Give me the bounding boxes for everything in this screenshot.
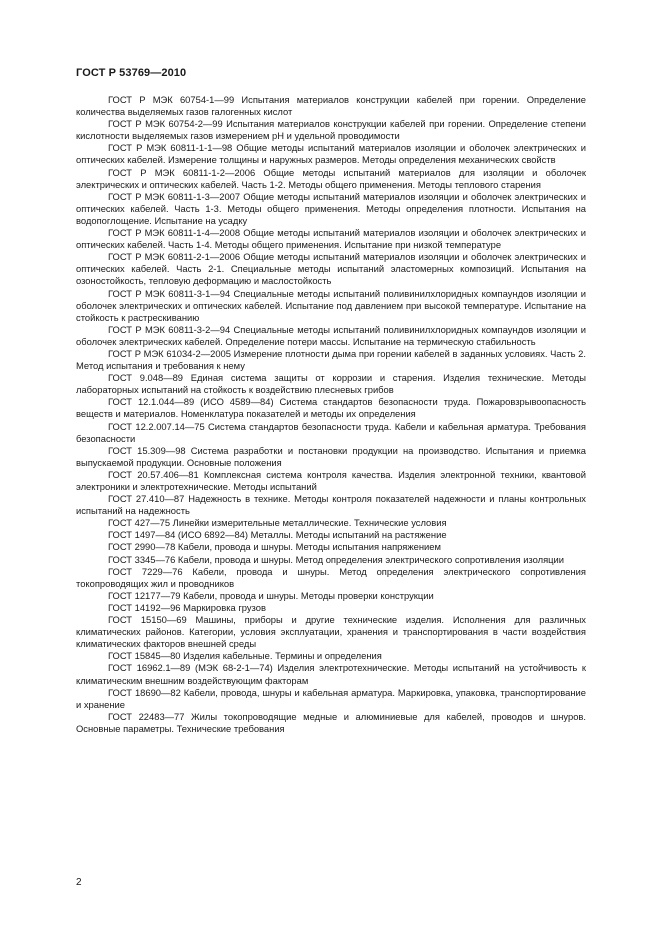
reference-item: ГОСТ Р МЭК 60811-2-1—2006 Общие методы испытаний материалов изоляции и оболочек электрических и оптических кабелей. Часть 2-1. Специальные методы испытаний эластомерных композиций. Испытания на озоностойкость, тепловую деформацию и маслостойкость (76, 251, 586, 287)
reference-item: ГОСТ Р МЭК 60811-1-2—2006 Общие методы испытаний материалов для изоляции и оболочек электрических и оптических кабелей. Часть 1-2. Методы общего применения. Методы теплового старения (76, 166, 586, 190)
reference-item: ГОСТ 22483—77 Жилы токопроводящие медные и алюминиевые для кабелей, проводов и шнуров. Основные параметры. Технические требования (76, 710, 586, 734)
reference-item: ГОСТ Р МЭК 60754-1—99 Испытания материалов конструкции кабелей при горении. Определение количества выделяемых газов галогенных кислот (76, 94, 586, 118)
reference-item: ГОСТ Р МЭК 60811-1-1—98 Общие методы испытаний материалов изоляции и оболочек электрических и оптических кабелей. Измерение толщины и наружных размеров. Методы определения механических свойств (76, 142, 586, 166)
reference-item: ГОСТ 15845—80 Изделия кабельные. Термины и определения (108, 650, 382, 662)
reference-item: ГОСТ Р МЭК 60811-1-3—2007 Общие методы испытаний материалов изоляции и оболочек электрических и оптических кабелей. Часть 1-3. Методы общего применения. Методы определения плотности. Испытания на водопоглощение. Испытание на усадку (76, 190, 586, 226)
reference-item: ГОСТ 9.048—89 Единая система защиты от коррозии и старения. Изделия технические. Методы лабораторных испытаний на стойкость к воздействию плесневых грибов (76, 372, 586, 396)
page-number: 2 (76, 877, 82, 888)
reference-item: ГОСТ 14192—96 Маркировка грузов (108, 601, 266, 613)
reference-item: ГОСТ 27.410—87 Надежность в технике. Методы контроля показателей надежности и планы контрольных испытаний на надежность (76, 493, 586, 517)
reference-item: ГОСТ 15150—69 Машины, приборы и другие технические изделия. Исполнения для различных климатических районов. Категории, условия эксплуатации, хранения и транспортирования в части воздействия климатических факторов внешней среды (76, 614, 586, 650)
reference-item: ГОСТ 2990—78 Кабели, провода и шнуры. Методы испытания напряжением (108, 541, 441, 553)
reference-item: ГОСТ 15.309—98 Система разработки и постановки продукции на производство. Испытания и приемка выпускаемой продукции. Основные положения (76, 444, 586, 468)
reference-item: ГОСТ 16962.1—89 (МЭК 68-2-1—74) Изделия электротехнические. Методы испытаний на устойчивость к климатическим внешним воздействующим факторам (76, 662, 586, 686)
reference-list (76, 94, 586, 735)
reference-item: ГОСТ Р МЭК 61034-2—2005 Измерение плотности дыма при горении кабелей в заданных условиях. Часть 2. Метод испытания и требования к нему (76, 347, 586, 372)
reference-item: ГОСТ Р МЭК 60811-1-4—2008 Общие методы испытаний материалов изоляции и оболочек электрических и оптических кабелей. Часть 1-4. Методы общего применения. Испытание при низкой температуре (76, 227, 586, 251)
reference-item: ГОСТ 12177—79 Кабели, провода и шнуры. Методы проверки конструкции (108, 589, 434, 601)
reference-item: ГОСТ 7229—76 Кабели, провода и шнуры. Метод определения электрического сопротивления токопроводящих жил и проводников (76, 565, 586, 589)
reference-item: ГОСТ 12.1.044—89 (ИСО 4589—84) Система стандартов безопасности труда. Пожаровзрывоопасность веществ и материалов. Номенклатура показателей и методы их определения (76, 396, 586, 420)
reference-item: ГОСТ Р МЭК 60811-3-1—94 Специальные методы испытаний поливинилхлоридных компаундов изоляции и оболочек электрических и оптических кабелей. Испытание под давлением при высокой температуре. Испытание на стойкость к растрескиванию (76, 287, 586, 323)
reference-item: ГОСТ 3345—76 Кабели, провода и шнуры. Метод определения электрического сопротивления изоляции (108, 553, 565, 565)
reference-item: ГОСТ 427—75 Линейки измерительные металлические. Технические условия (108, 517, 447, 529)
reference-item: ГОСТ 1497—84 (ИСО 6892—84) Металлы. Методы испытаний на растяжение (108, 529, 447, 541)
reference-item: ГОСТ 18690—82 Кабели, провода, шнуры и кабельная арматура. Маркировка, упаковка, транспортирование и хранение (76, 686, 586, 710)
reference-item: ГОСТ Р МЭК 60811-3-2—94 Специальные методы испытаний поливинилхлоридных компаундов изоляции и оболочек электрических кабелей. Определение потери массы. Испытание на термическую стабильность (76, 323, 586, 347)
reference-item: ГОСТ 12.2.007.14—75 Система стандартов безопасности труда. Кабели и кабельная арматура. Требования безопасности (76, 420, 586, 444)
standard-header: ГОСТ Р 53769—2010 (76, 67, 187, 79)
reference-item: ГОСТ Р МЭК 60754-2—99 Испытания материалов конструкции кабелей при горении. Определение степени кислотности выделяемых газов измерением pH и удельной проводимости (76, 118, 586, 142)
reference-item: ГОСТ 20.57.406—81 Комплексная система контроля качества. Изделия электронной техники, квантовой электроники и электротехнические. Методы испытаний (76, 468, 586, 492)
